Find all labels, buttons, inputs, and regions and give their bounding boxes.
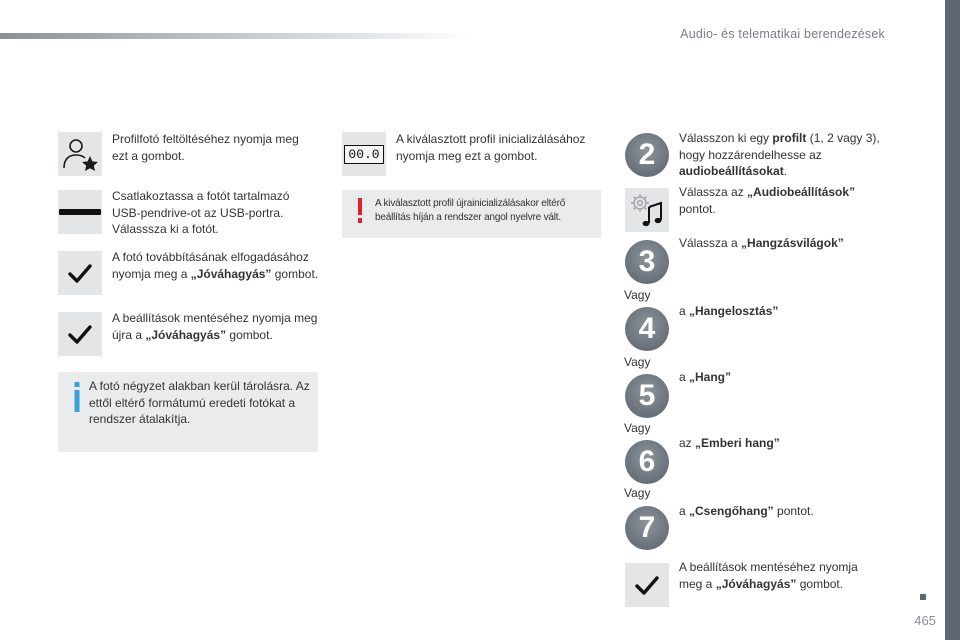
- or-label: Vagy: [624, 486, 651, 500]
- step-4-text: a „Hangelosztás”: [679, 304, 779, 318]
- or-label: Vagy: [624, 421, 651, 435]
- counter-display: 00.0: [344, 145, 383, 164]
- warning-note-box: [342, 190, 601, 238]
- confirm-photo-button[interactable]: [58, 251, 102, 295]
- step-6-badge: 6: [625, 440, 669, 484]
- usb-text: Csatlakoztassa a fotót tartalmazó USB-pendrive-ot az USB-portra. Válasssza ki a fotót.: [112, 189, 290, 236]
- info-icon: [72, 382, 82, 412]
- step-7-badge: 7: [625, 506, 669, 550]
- final-save-text: A beállítások mentéséhez nyomja meg a „Jóváhagyás” gombot.: [679, 560, 858, 591]
- header-gradient-bar: [0, 33, 470, 39]
- step-4-badge: 4: [625, 307, 669, 351]
- final-save-button[interactable]: [625, 563, 669, 607]
- usb-bar-icon: [58, 190, 102, 234]
- initialize-profile-text: A kiválasztott profil inicializálásához nyomja meg ezt a gombot.: [396, 132, 586, 163]
- save-settings-button[interactable]: [58, 312, 102, 356]
- profile-photo-text: Profilfotó feltöltéséhez nyomja meg ezt a gombot.: [112, 132, 299, 163]
- step-3-badge: 3: [625, 240, 669, 284]
- page-edge-band: [945, 0, 960, 640]
- info-note-box: [58, 372, 318, 452]
- page-header-title: Audio- és telematikai berendezések: [680, 27, 885, 41]
- warning-icon: [355, 198, 365, 224]
- checkmark-icon: [68, 322, 92, 346]
- page-number: 465: [914, 613, 936, 628]
- step-2-text: Válasszon ki egy profilt (1, 2 vagy 3), hogy hozzárendelhesse az audiobeállításokat.: [679, 131, 880, 178]
- page-marker: [920, 594, 926, 600]
- confirm-photo-text: A fotó továbbításának elfogadásához nyomja meg a „Jóváhagyás” gombot.: [112, 250, 319, 281]
- profile-photo-button[interactable]: [58, 132, 102, 176]
- initialize-profile-button[interactable]: [342, 132, 386, 176]
- save-settings-text: A beállítások mentéséhez nyomja meg újra a „Jóváhagyás” gombot.: [112, 311, 318, 342]
- step-5-badge: 5: [625, 374, 669, 418]
- step-7-text: a „Csengőhang” pontot.: [679, 504, 814, 518]
- checkmark-icon: [635, 573, 659, 597]
- or-label: Vagy: [624, 288, 651, 302]
- step-2-badge: 2: [625, 133, 669, 177]
- step-3-text: Válassza a „Hangzásvilágok”: [679, 236, 844, 250]
- usb-button[interactable]: [58, 190, 102, 234]
- checkmark-icon: [68, 261, 92, 285]
- warning-note-text: A kiválasztott profil újrainicializálásakor eltérő beállítás híján a rendszer angol nyelvre vált.: [375, 198, 566, 223]
- audio-settings-text: Válassza az „Audiobeállítások” pontot.: [679, 185, 856, 216]
- user-star-icon: [60, 134, 100, 174]
- step-6-text: az „Emberi hang”: [679, 436, 780, 450]
- gear-music-icon: [627, 190, 667, 230]
- or-label: Vagy: [624, 355, 651, 369]
- audio-settings-button[interactable]: [625, 188, 669, 232]
- step-5-text: a „Hang”: [679, 370, 732, 384]
- info-note-text: A fotó négyzet alakban kerül tárolásra. Az ettől eltérő formátumú eredeti fotókat a rendszer átalakítja.: [89, 379, 310, 426]
